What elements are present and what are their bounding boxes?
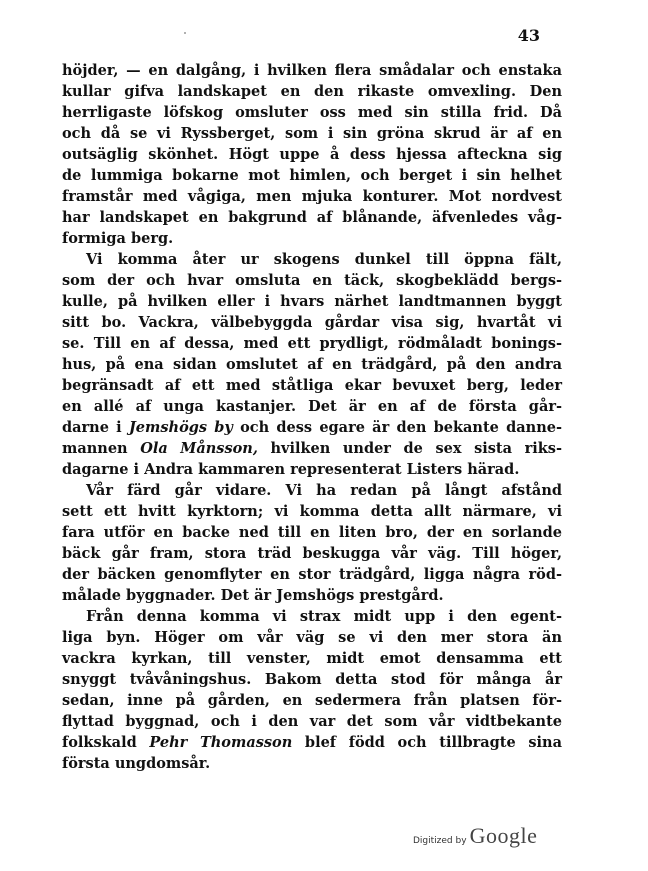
italic-name: Ola Månsson, <box>140 440 258 457</box>
watermark-prefix: Digitized by <box>413 836 467 846</box>
text-line: herrligaste löfskog omsluter oss med sin stilla frid. Då <box>62 104 562 121</box>
text-line: der bäcken genomflyter en stor trädgård, ligga några röd- <box>62 566 562 583</box>
text-line: outsäglig skönhet. Högt uppe å dess hjessa afteckna sig <box>62 146 562 163</box>
text-line: målade byggnader. Det är Jemshögs prestgård. <box>62 587 444 604</box>
text-line <box>62 438 562 459</box>
text-line: en allé af unga kastanjer. Det är en af de första går- <box>62 398 562 415</box>
text-line: flyttad byggnad, och i den var det som vår vidtbekante <box>62 713 562 730</box>
body-text <box>62 60 562 774</box>
text-segment: blef född och tillbragte sina <box>292 734 562 751</box>
text-line: vackra kyrkan, till venster, midt emot densamma ett <box>62 650 562 667</box>
text-line: se. Till en af dessa, med ett prydligt, rödmåladt bonings- <box>62 335 562 352</box>
google-logo: Google <box>469 823 538 848</box>
text-segment: darne i <box>62 419 129 436</box>
text-line: kulle, på hvilken eller i hvars närhet landtmannen byggt <box>62 293 562 310</box>
text-line: kullar gifva landskapet en den rikaste omvexling. Den <box>62 83 562 100</box>
text-line: sitt bo. Vackra, välbebyggda gårdar visa sig, hvartåt vi <box>62 314 562 331</box>
text-line: bäck går fram, stora träd beskugga vår väg. Till höger, <box>62 545 562 562</box>
digitized-by-watermark <box>413 823 537 849</box>
text-segment: mannen <box>62 440 141 457</box>
text-segment: och dess egare är den bekante danne- <box>232 419 562 436</box>
text-line: de lummiga bokarne mot himlen, och berget i sin helhet <box>62 167 562 184</box>
text-line: sett ett hvitt kyrktorn; vi komma detta allt närmare, vi <box>62 503 562 520</box>
text-line: begränsadt af ett med ståtliga ekar bevuxet berg, leder <box>62 377 562 394</box>
text-segment: folkskald <box>62 734 150 751</box>
page-number: 43 <box>517 26 540 45</box>
text-line <box>62 732 562 753</box>
text-line: framstår med vågiga, men mjuka konturer. Mot nordvest <box>62 188 562 205</box>
text-line: har landskapet en bakgrund af blånande, äfvenledes våg- <box>62 209 562 226</box>
text-line: liga byn. Höger om vår väg se vi den mer stora än <box>62 629 562 646</box>
text-line: första ungdomsår. <box>62 755 211 772</box>
text-line <box>62 417 562 438</box>
text-line: Från denna komma vi strax midt upp i den egent- <box>86 608 562 625</box>
paper-speck <box>184 32 186 34</box>
text-line: fara utför en backe ned till en liten bro, der en sorlande <box>62 524 562 541</box>
italic-name: Pehr Thomasson <box>149 734 293 751</box>
text-line: Vi komma åter ur skogens dunkel till öppna fält, <box>86 251 562 268</box>
text-line: Vår färd går vidare. Vi ha redan på långt afstånd <box>86 482 562 499</box>
text-line: hus, på ena sidan omslutet af en trädgård, på den andra <box>62 356 562 373</box>
text-line: höjder, — en dalgång, i hvilken flera smådalar och enstaka <box>62 62 562 79</box>
italic-name: Jemshögs by <box>128 419 233 436</box>
text-line: sedan, inne på gården, en sedermera från platsen för- <box>62 692 562 709</box>
text-line: och då se vi Ryssberget, som i sin gröna skrud är af en <box>62 125 562 142</box>
text-segment: hvilken under de sex sista riks- <box>257 440 562 457</box>
text-line: snyggt tvåvåningshus. Bakom detta stod för många år <box>62 671 562 688</box>
text-line: formiga berg. <box>62 230 174 247</box>
text-line: dagarne i Andra kammaren representerat Listers härad. <box>62 461 520 478</box>
text-line: som der och hvar omsluta en täck, skogbeklädd bergs- <box>62 272 562 289</box>
